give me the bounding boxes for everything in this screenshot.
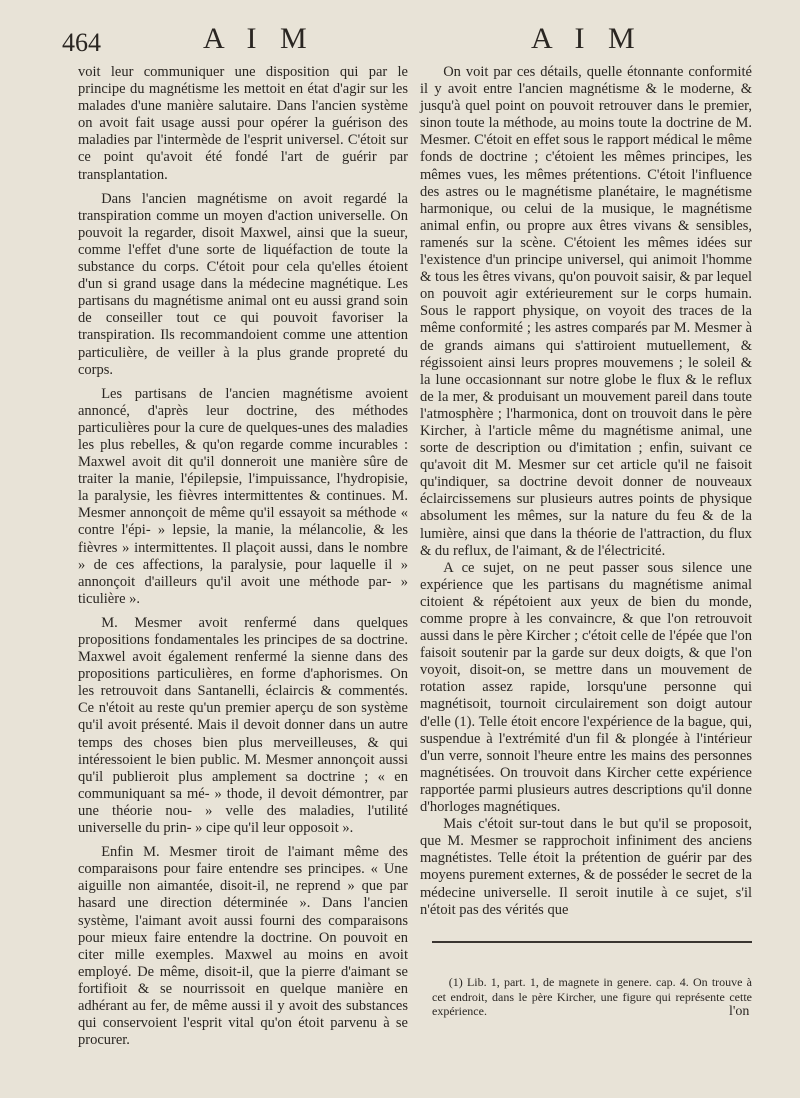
right-column: [420, 64, 752, 919]
paragraph: A ce sujet, on ne peut passer sous silence une expérience que les partisans du magnétisme animal citoient & répétoient aux yeux de bien du monde, comme propre à les convaincre, & que l'on retrouvoit aussi dans le père Kircher ; c'étoit celle de l'épée que l'on faisoit soutenir par la garde sur deux doigts, & que l'on voyoit, disoit-on, se mettre dans un mouvement de rotation assez rapide, lorsqu'une personne qui magnétisoit, tournoit circulairement son doigt autour d'elle (1). Telle étoit encore l'expérience de la bague, qui, suspendue à l'extrémité d'un fil & plongée à l'intérieur d'un verre, sonnoit l'heure entre les mains des personnes magnétisées. On trouvoit dans Kircher cette expérience rapportée parmi plusieurs autres descriptions qu'il donne d'horloges magnétiques.: [420, 559, 752, 816]
catchword: l'on: [729, 1004, 750, 1019]
running-head-right: A I M: [531, 22, 643, 55]
paragraph: M. Mesmer avoit renfermé dans quelques propositions fondamentales les principes de sa doctrine. Maxwel avoit également renfermé la sienne dans des propositions particulières, en forme d'aphorismes. On les retrouvoit dans Santanelli, éclaircis & commentés. Ce n'étoit au reste qu'un premier aperçu de son système qu'il avoit présenté. Mais il devoit donner dans un autre temps des choses bien plus merveilleuses, & qui intéressoient le bien public. M. Mesmer annonçoit aussi qu'il publieroit plus amplement sa doctrine ; « en communiquant sa mé- » thode, il devoit démontrer, par une théorie nou- » velle des maladies, l'utilité universelle du prin- » cipe qu'il leur opposoit ».: [78, 614, 408, 837]
paragraph: Mais c'étoit sur-tout dans le but qu'il se proposoit, que M. Mesmer se rapprochoit infiniment des anciens magnétistes. Telle étoit la prétention de guérir par des moyens purement externes, & de posséder le secret de la médecine universelle. Il seroit inutile à ce sujet, s'il n'étoit pas des vérités que: [420, 816, 752, 918]
left-column: [78, 64, 408, 1049]
page-number: 464: [62, 28, 101, 57]
footnote: (1) Lib. 1, part. 1, de magnete in genere. cap. 4. On trouve à cet endroit, dans le père Kircher, une figure qui représente cette expérience.: [432, 975, 752, 1018]
paragraph: Les partisans de l'ancien magnétisme avoient annoncé, d'après leur doctrine, des méthodes particulières pour la cure de quelques-unes des maladies les plus rebelles, & qu'on regarde comme incurables : Maxwel avoit dit qu'il donneroit une manière sûre de traiter la manie, l'épilepsie, l'impuissance, l'hydropisie, la paralysie, les fièvres intermittentes & continues. M. Mesmer annonçoit de même qu'il essayoit sa méthode « contre l'épi- » lepsie, la manie, la mélancolie, & les fièvres » intermittentes. Il plaçoit aussi, dans le nombre » de ces affections, la paralysie, pour laquelle il » annonçoit d'ailleurs qu'il avoit une méthode par- » ticulière ».: [78, 385, 408, 607]
footnote-divider: [432, 941, 752, 943]
paragraph: voit leur communiquer une disposition qui par le principe du magnétisme les mettoit en état d'agir sur les malades d'une manière salutaire. Dans l'ancien système on avoit fait usage aussi pour opérer la guérison des maladies par l'intermède de l'esprit universel. C'étoit sur ce point qu'avoit été fondé l'art de guérir par transplantation.: [78, 64, 408, 183]
page-header: [0, 20, 800, 56]
paragraph: On voit par ces détails, quelle étonnante conformité il y avoit entre l'ancien magnétisme & le moderne, & jusqu'à quel point on pouvoit retrouver dans le premier, sinon toute la méthode, au moins toute la doctrine de M. Mesmer. C'étoit en effet sous le rapport médical le même fonds de doctrine ; c'étoient les mêmes principes, les mêmes vues, les mêmes prétentions. C'étoit l'influence des astres ou le magnétisme planétaire, le magnétisme harmonique, ou celui de la musique, le magnétisme animal enfin, ou propre aux êtres vivans & sensibles, ramenés sur la scène. C'étoient les mêmes idées sur l'existence d'un principe universel, qui animoit l'homme & tous les êtres vivans, qu'on pouvoit saisir, & par lequel on pouvoit agir extérieurement sur le corps humain. Sous le rapport physique, on voyoit des traces de la même conformité ; les astres comparés par M. Mesmer à de grands aimans qui s'attiroient mutuellement, & régissoient ainsi leurs propres mouvemens ; le soleil & la lune occasionnant sur notre globe le flux & le reflux de la mer, & produisant un mouvement pareil dans toute l'atmosphère ; l'harmonica, dont on trouvoit dans le père Kircher, à l'article même du magnétisme animal, une sorte de description ou d'imitation ; enfin, suivant ce qu'avoit dit M. Mesmer sur cet article qu'il ne faisoit qu'indiquer, sa doctrine devoit donner de nouveaux éclaircissemens sur plusieurs autres points de physique absolument les mêmes, sur la nature du feu & de la lumière, ainsi que dans la théorie de l'attraction, du flux & du reflux, de l'aimant, & de l'électricité.: [420, 64, 752, 559]
paragraph: Enfin M. Mesmer tiroit de l'aimant même des comparaisons pour faire entendre ses principes. « Une aiguille non aimantée, disoit-il, ne reprend » que par hasard une direction déterminée ». Dans l'ancien système, l'aimant avoit aussi fourni des comparaisons pour mieux faire entendre la doctrine. On pouvoit en citer mille exemples. Maxwel au moins en avoit employé. De même, disoit-il, que la pierre d'aimant se fortifioit & se nourrissoit en quelque manière en adhérant au fer, de même aussi il y avoit des substances qui conservoient l'esprit vital qu'on étoit parvenu à se procurer.: [78, 844, 408, 1049]
paragraph: Dans l'ancien magnétisme on avoit regardé la transpiration comme un moyen d'action universelle. On pouvoit la regarder, disoit Maxwel, ainsi que la sueur, comme l'effet d'une sorte de liquéfaction de toute la substance du corps. C'étoit pour cela qu'elles étoient d'un si grand usage dans la médecine magnétique. Les partisans du magnétisme animal ont eu aussi grand soin de conseiller tout ce qui pouvoit favoriser la transpiration. Ils recommandoient comme une attention particulière, de veiller à la plus grande propreté du corps.: [78, 190, 408, 378]
running-head-left: A I M: [203, 22, 315, 55]
